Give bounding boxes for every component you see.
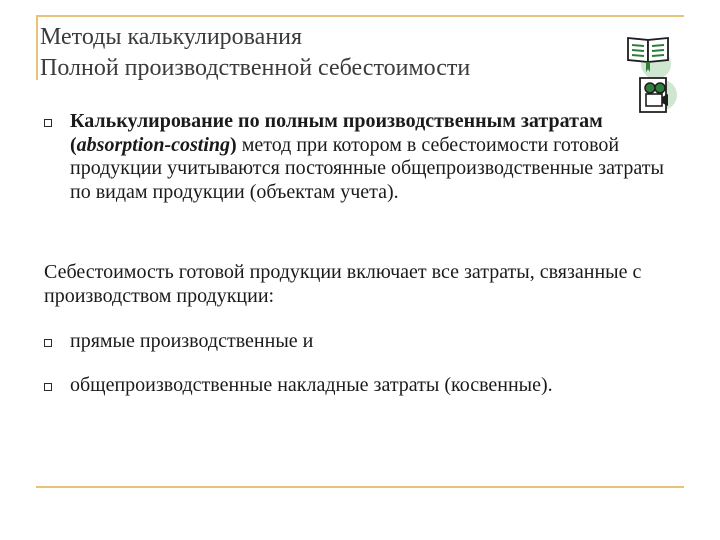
- title-line-2: Полной производственной себестоимости: [40, 55, 471, 81]
- title-line-1: Методы калькулирования: [40, 24, 303, 50]
- bold-text-close: ): [230, 133, 237, 156]
- regular-text: метод при котором в себестоимости готовой продукции учитываются постоянные общепроизводственные затраты по видам продукции (объектам учета).: [70, 133, 664, 203]
- bottom-rule: [36, 486, 684, 488]
- slide-title: [40, 22, 600, 84]
- bullet-marker: [44, 383, 52, 391]
- bullet-marker: [44, 339, 52, 347]
- bold-text: Калькулирование по полным производственным затратам (: [70, 110, 603, 156]
- italic-term: absorption-costing: [76, 133, 231, 156]
- bullet-item-overhead-costs: общепроизводственные накладные затраты (косвенные).: [70, 374, 553, 396]
- bullet-item-absorption-costing: [70, 110, 670, 204]
- bullet-marker: [44, 119, 52, 127]
- paragraph-text: Себестоимость готовой продукции включает все затраты, связанные с производством продукции:: [44, 261, 642, 307]
- top-rule: [36, 15, 684, 17]
- left-rule: [36, 15, 38, 80]
- bullet-item-direct-costs: прямые производственные и: [70, 330, 314, 352]
